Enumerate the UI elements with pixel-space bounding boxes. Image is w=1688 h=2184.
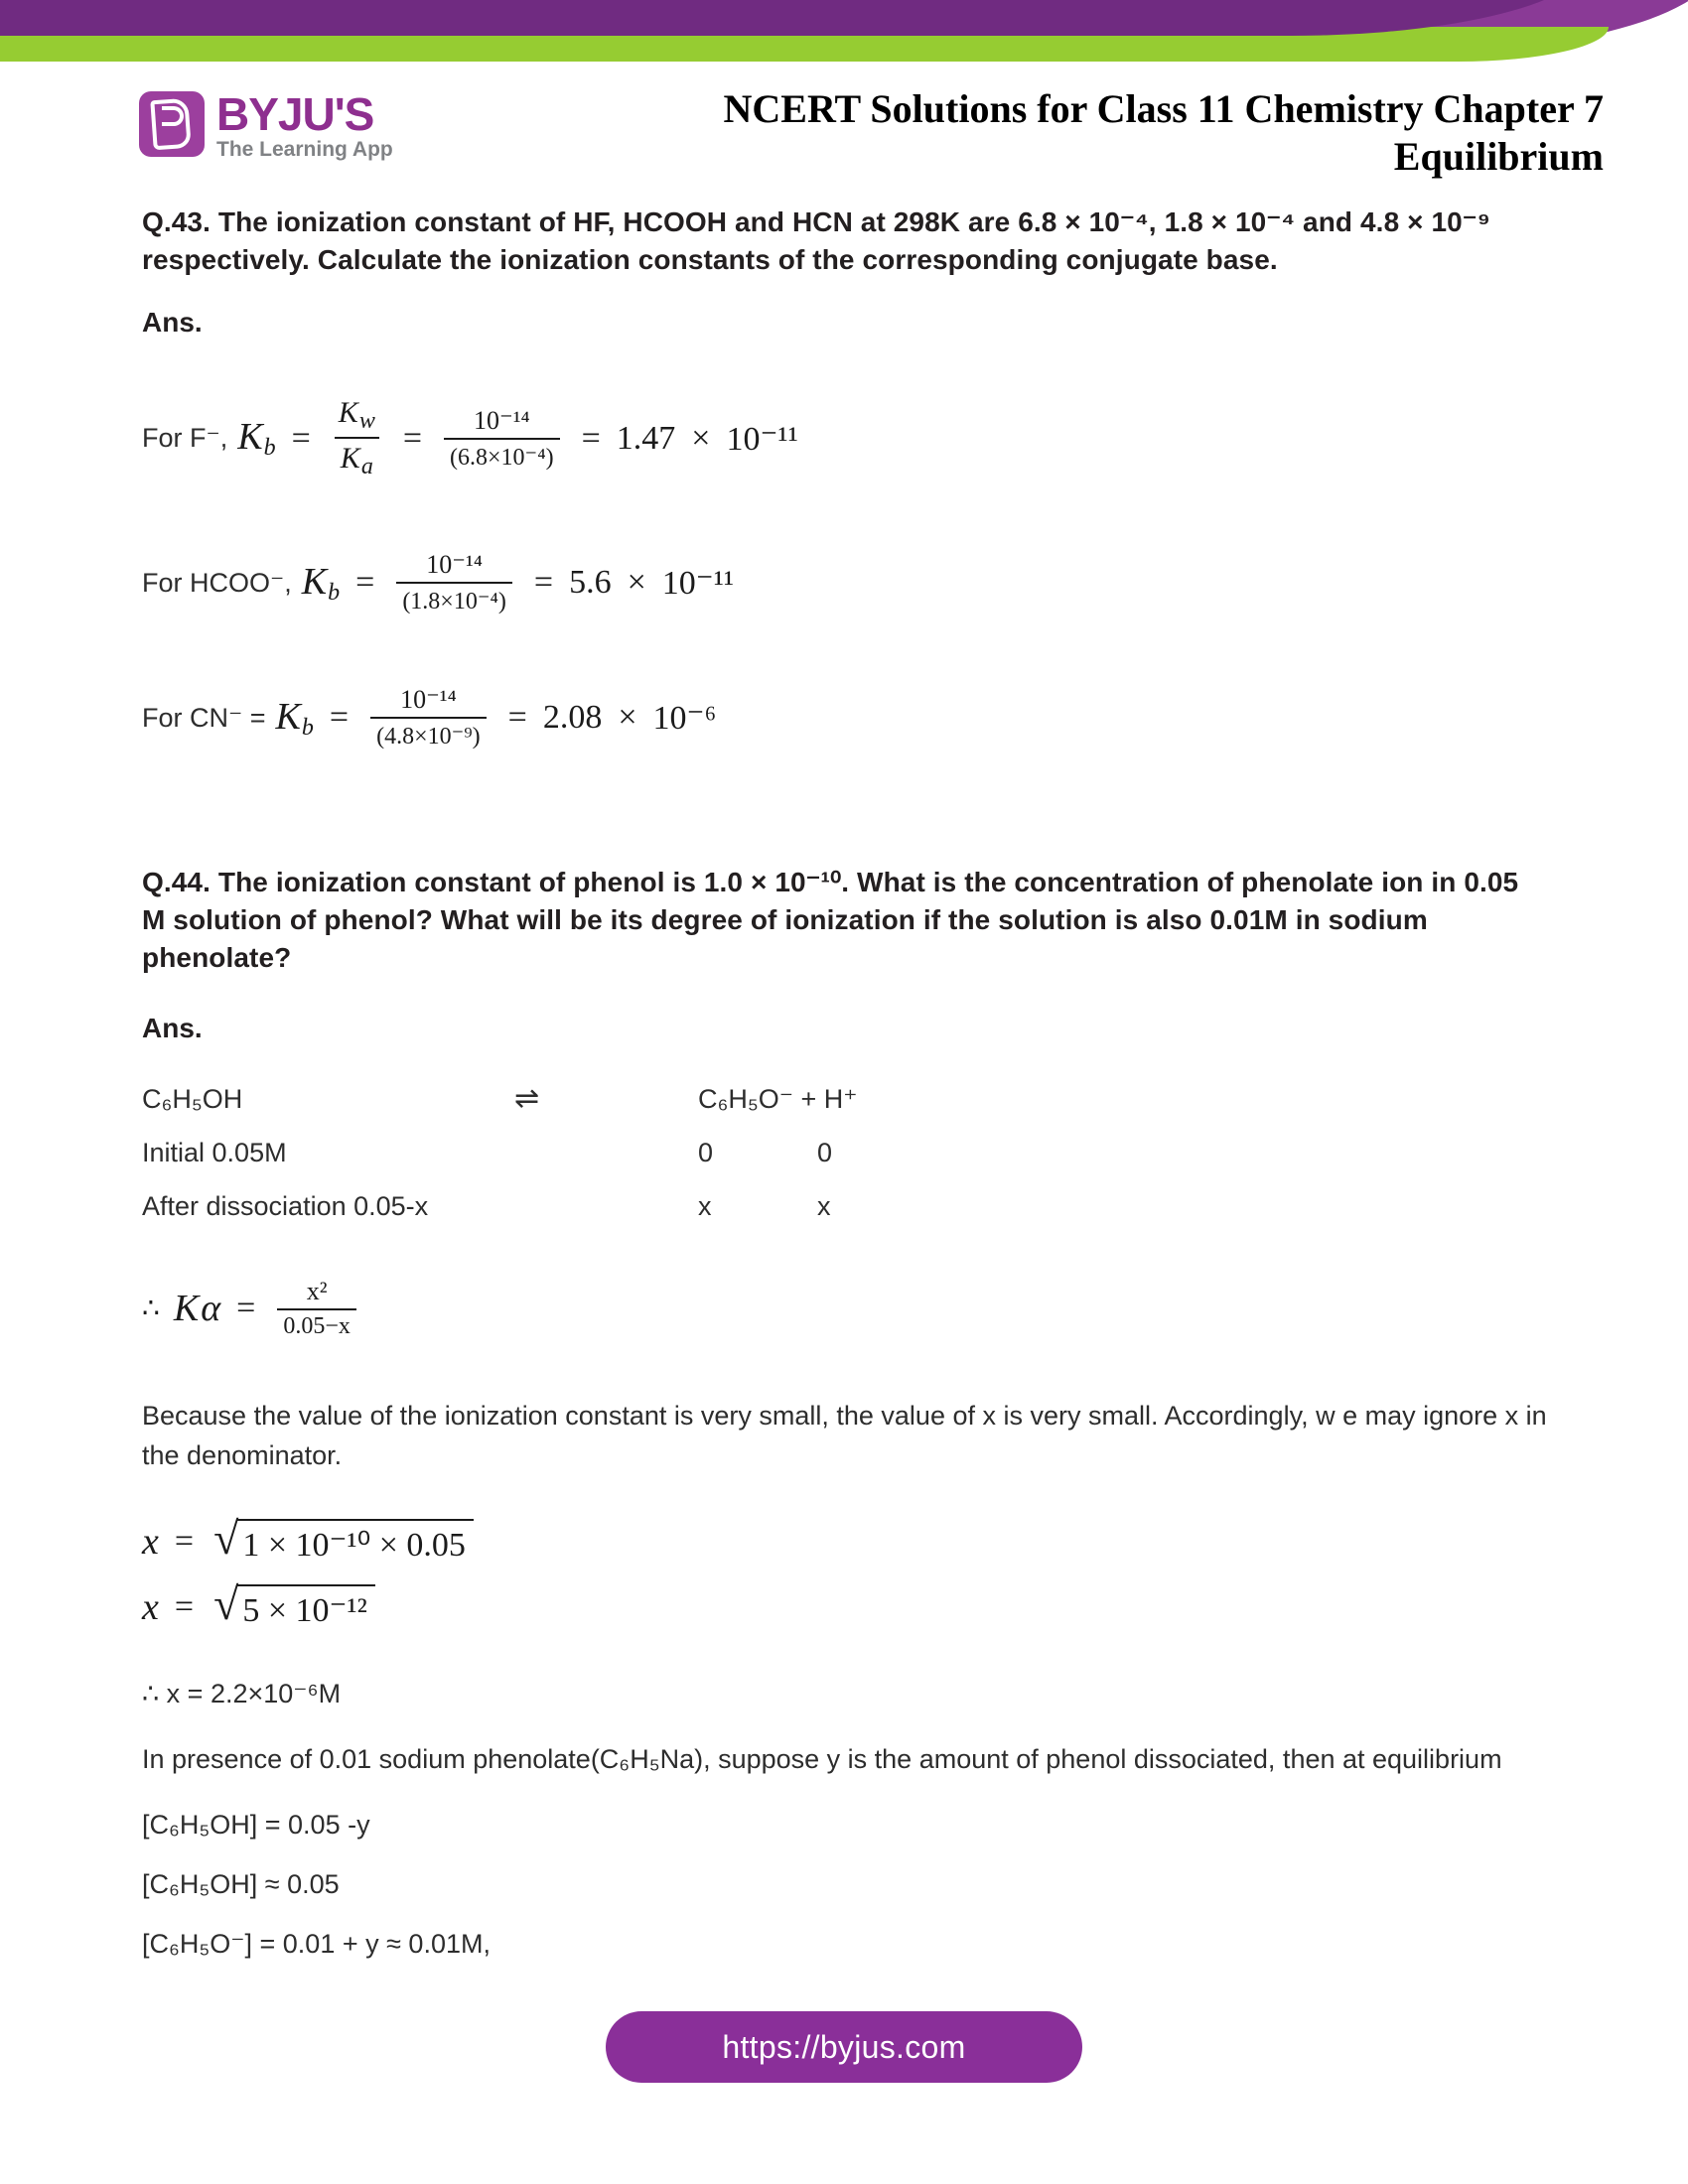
kb-symbol-formate: Kb	[301, 560, 341, 606]
x-result-line: ∴ x = 2.2×10⁻⁶M	[142, 1679, 342, 1708]
logo-wordmark: BYJU'S	[216, 88, 374, 140]
answer-44-label: Ans.	[142, 1013, 203, 1043]
sqrt-equation-row-2	[142, 1578, 1547, 1630]
times-sign-2: ×	[627, 564, 646, 601]
initial-product-2: 0	[817, 1138, 833, 1167]
answer-43-label: Ans.	[142, 307, 203, 338]
square-root-1	[213, 1513, 474, 1565]
byjus-logo-icon	[139, 91, 205, 157]
concentration-line-2: [C₆H₅OH] ≈ 0.05	[142, 1869, 340, 1899]
x-variable-1: x	[142, 1521, 159, 1563]
page-title-line-1: NCERT Solutions for Class 11 Chemistry Chapter 7	[723, 86, 1604, 131]
fraction-numerator: 10⁻¹⁴	[400, 685, 457, 714]
times-sign-3: ×	[618, 699, 637, 736]
fraction-numerator: 10⁻¹⁴	[474, 405, 530, 435]
equals-sign-10: =	[174, 1588, 195, 1625]
radicand-1: 1 × 10⁻¹⁰ × 0.05	[236, 1519, 474, 1565]
fraction-denominator: (6.8×10⁻⁴)	[444, 438, 560, 472]
reactant-formula: C₆H₅OH	[142, 1084, 243, 1114]
document-header	[139, 85, 1604, 181]
fraction-denominator: (1.8×10⁻⁴)	[396, 582, 512, 615]
equals-sign-6: =	[329, 699, 350, 736]
equation-row-cyanide	[142, 685, 1547, 751]
equals-sign-2: =	[402, 419, 423, 457]
page-title-line-2: Equilibrium	[1393, 134, 1604, 179]
equilibrium-after-dissociation-row	[142, 1179, 1095, 1233]
after-product-2: x	[817, 1191, 831, 1221]
x-variable-2: x	[142, 1586, 159, 1628]
question-43-text: Q.43. The ionization constant of HF, HCOOH and HCN at 298K are 6.8 × 10⁻⁴, 1.8 × 10⁻⁴ and 4.8 × 10⁻⁹ respectively. Calculate the ionization constants of the corresponding conjugate base.	[142, 206, 1491, 275]
equals-sign-9: =	[174, 1523, 195, 1560]
product-formula: C₆H₅O⁻ + H⁺	[698, 1084, 858, 1114]
result-mantissa-fluoride: 1.47	[616, 419, 676, 457]
therefore-symbol-1: ∴	[142, 1294, 160, 1324]
after-dissociation-label: After dissociation 0.05-x	[142, 1191, 429, 1221]
presence-of-phenolate-text: In presence of 0.01 sodium phenolate(C₆H₅Na), suppose y is the amount of phenol dissociated, then at equilibrium	[142, 1744, 1502, 1774]
equation-lead-cyanide: For CN⁻ =	[142, 702, 266, 733]
numeric-fraction-fluoride	[444, 406, 560, 472]
result-power-fluoride: 10⁻¹¹	[726, 420, 798, 458]
ka-denominator: 0.05−x	[277, 1308, 356, 1340]
equilibrium-arrow-icon: ⇌	[514, 1082, 540, 1115]
radicand-2: 5 × 10⁻¹²	[236, 1584, 375, 1630]
result-mantissa-formate: 5.6	[569, 564, 612, 601]
alpha-symbol: α	[201, 1288, 221, 1329]
ka-symbol: K	[173, 1288, 200, 1329]
equals-sign-3: =	[581, 419, 601, 457]
radical-icon: √	[213, 1578, 239, 1629]
equilibrium-initial-row	[142, 1126, 1095, 1179]
question-44-text: Q.44. The ionization constant of phenol is 1.0 × 10⁻¹⁰. What is the concentration of phenolate ion in 0.05 M solution of phenol? What will be its degree of ionization if the solution is also 0.01M in sodium phenolate?	[142, 867, 1519, 973]
small-x-note: Because the value of the ionization constant is very small, the value of x is very small. Accordingly, w e may ignore x in the denominator.	[142, 1401, 1547, 1470]
ka-fraction	[277, 1277, 356, 1340]
kb-symbol-fluoride: Kb	[237, 416, 276, 461]
concentration-line-1: [C₆H₅OH] = 0.05 -y	[142, 1810, 370, 1840]
kw-over-ka-fraction: $\frac{K_w}{K_a}$	[333, 396, 381, 480]
equation-row-fluoride	[142, 396, 1547, 480]
equilibrium-reaction-row	[142, 1072, 1095, 1126]
equals-sign-5: =	[533, 564, 554, 601]
equals-sign-1: =	[291, 419, 311, 457]
square-root-2	[213, 1578, 375, 1630]
equation-lead-formate: For HCOO⁻,	[142, 567, 292, 598]
byjus-logo	[139, 88, 393, 162]
logo-text-block	[216, 88, 393, 162]
logo-b-bowl	[162, 106, 184, 126]
concentration-line-3: [C₆H₅O⁻] = 0.01 + y ≈ 0.01M,	[142, 1929, 491, 1959]
sqrt-equation-row-1	[142, 1513, 1547, 1565]
page-title	[724, 85, 1604, 181]
result-power-formate: 10⁻¹¹	[661, 565, 735, 602]
fraction-numerator: 10⁻¹⁴	[426, 550, 483, 579]
initial-product-1: 0	[698, 1138, 714, 1167]
byjus-website-link[interactable]: https://byjus.com	[606, 2011, 1082, 2083]
ka-numerator: x²	[306, 1277, 328, 1305]
fraction-denominator: (4.8×10⁻⁹)	[370, 717, 487, 751]
ka-expression-row	[142, 1277, 1547, 1340]
kb-symbol-cyanide: Kb	[275, 695, 314, 741]
radical-icon: √	[213, 1513, 239, 1564]
equilibrium-table	[142, 1072, 1095, 1233]
equals-sign-7: =	[507, 699, 527, 736]
equals-sign-8: =	[236, 1290, 256, 1326]
equals-sign-4: =	[355, 564, 375, 601]
result-power-cyanide: 10⁻⁶	[652, 700, 717, 737]
document-content	[142, 204, 1547, 1964]
times-sign-1: ×	[691, 419, 711, 457]
result-mantissa-cyanide: 2.08	[542, 699, 603, 736]
logo-tagline: The Learning App	[216, 138, 393, 161]
equation-row-formate	[142, 550, 1547, 615]
after-product-1: x	[698, 1191, 712, 1221]
footer	[0, 2011, 1688, 2083]
equation-lead-fluoride: For F⁻,	[142, 423, 228, 453]
numeric-fraction-formate	[396, 550, 512, 615]
numeric-fraction-cyanide	[370, 685, 487, 751]
initial-label: Initial 0.05M	[142, 1138, 287, 1167]
